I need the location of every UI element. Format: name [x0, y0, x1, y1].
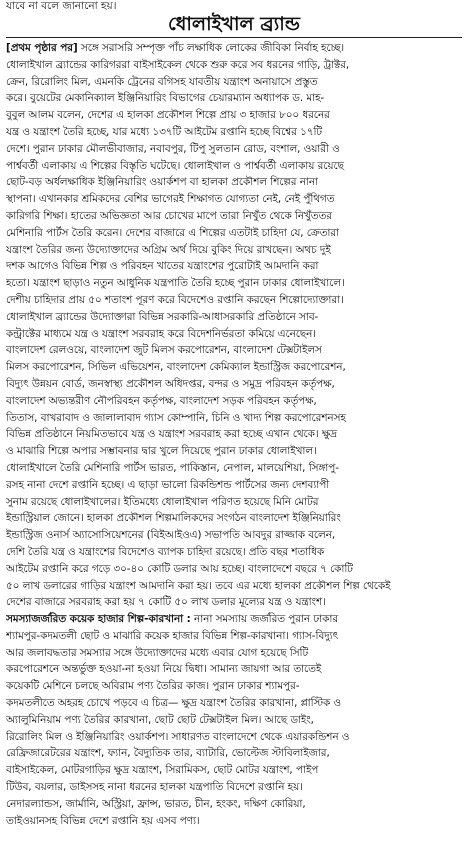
- text-line: [6, 745, 462, 762]
- line-text: তাইওয়ানসহ বিভিন্ন দেশে রপ্তানি হয় এসব পণ্য।: [6, 814, 200, 827]
- line-text: কন্ট্রাক্টের মাধ্যমে যন্ত্র ও যন্ত্রাংশ সরবরাহ করে বিদেশনির্ভরতা কমিয়ে এনেছেন।: [6, 327, 316, 340]
- line-text: করে। বুয়েটের মেকানিক্যাল ইঞ্জিনিয়ারিং বিভাগের চেয়ারম্যান অধ্যাপক ড. মাহ-: [6, 92, 325, 105]
- line-text: দেশি তৈরি যন্ত্র ও যন্ত্রাংশের বিদেশেও ব্যাপক চাহিদা রয়েছে। প্রতি বছর শতাধিক: [6, 545, 325, 558]
- text-line: [6, 174, 462, 191]
- article-headline: ধোলাইখাল ব্র্যান্ড: [168, 13, 300, 35]
- line-text: রিরোলিং মিল ও ইঞ্জিনিয়ারিং ওয়ার্কশপ। সাধারণত বাংলাদেশে থেকে এয়ারকন্ডিশন ও: [6, 730, 350, 743]
- text-line: [6, 309, 462, 326]
- headline-divider: [6, 37, 462, 38]
- text-line: [6, 779, 462, 796]
- line-text: বাংলাদেশ অভ্যন্তরীণ নৌপরিবহন কর্তৃপক্ষ, বাংলাদেশ সড়ক পরিবহন কর্তৃপক্ষ,: [6, 394, 317, 407]
- line-text: কারিগরি শিক্ষা। হাতের অভিজ্ঞতা আর চোখের মাপে তারা নিখুঁত থেকে নিখুঁততর: [6, 209, 332, 222]
- line-text: শ্যামপুর-কদমতলী ছোট ও মাঝারি কয়েক হাজার বিভিন্ন শিল্প-কারখানা। গ্যাস-বিদ্যুৎ: [6, 629, 339, 642]
- text-line: [6, 107, 462, 124]
- line-text: রসহ নানা দেশে রপ্তানি হচ্ছে। এ ছাড়া ভালো রিকন্ডিশন্ড পার্টসের জন্য দেশব্যাপী: [6, 478, 330, 491]
- line-text: কদমতলীতে অহরহ চোখে পড়বে এ চিত্র— ক্ষুদ্র যন্ত্রাংশ তৈরির কারখানা, প্লাস্টিক ও: [6, 697, 342, 710]
- text-line: [6, 275, 462, 292]
- line-text: বাইসাইকেল, মোটরগাড়ির ক্ষুদ্র যন্ত্রাংশ, সিরামিকস, ছোট মোটর যন্ত্রাংশ, পাইপ: [6, 764, 319, 777]
- previous-article-fragment: যাবে না বলে জানানো হয়।: [6, 0, 117, 12]
- text-line: [6, 359, 462, 376]
- line-text: কয়েকটি মেশিনে চলছে অবিরাম পণ্য তৈরির কাজ। পুরান ঢাকার শ্যামপুর-: [6, 680, 300, 693]
- text-line: [6, 208, 462, 225]
- text-line: [6, 57, 462, 74]
- text-line: [6, 561, 462, 578]
- text-line: [6, 90, 462, 107]
- text-line: [6, 410, 462, 427]
- line-text: ধোলাইখাল ব্র্যান্ডের কারিগররা বাইসাইকেল থেকে শুরু করে সব ধরনের গাড়ি, ট্রাক্টর,: [6, 58, 350, 71]
- line-text: আইটেম রপ্তানি করে গড়ে ৩০-৪০ কোটি ডলার আয় হচ্ছে। বাংলাদেশে বছরে ৭ কোটি: [6, 562, 353, 575]
- text-line: [6, 141, 462, 158]
- text-line: [6, 729, 462, 746]
- paragraph-continuation: [6, 40, 462, 611]
- line-text: মেশিনারি পার্টস তৈরি করেন। দেশের বাজারে এ শিল্পের এতটাই চাহিদা যে, ক্রেতারা: [6, 226, 339, 239]
- line-text: ইন্ডাস্ট্রিজ ওনার্স অ্যাসোসিয়েশনের (বিইআইওএ) সভাপতি আবদুর রাজ্জাক বলেন,: [6, 529, 336, 542]
- text-line: [6, 443, 462, 460]
- text-line: [6, 225, 462, 242]
- line-text: ছোট-বড় অর্ধলক্ষাধিক ইঞ্জিনিয়ারিং ওয়ার্কশপ বা হালকা প্রকৌশল শিল্পের নানা: [6, 176, 318, 189]
- text-line: [6, 40, 462, 57]
- line-text: তিতাস, বাখরাবাদ ও জালালাবাদ গ্যাস কোম্পানি, চিনি ও খাদ্য শিল্প করপোরেশনসহ: [6, 411, 346, 424]
- line-text: বাংলাদেশ রেলওয়ে, বাংলাদেশ জুট মিলস করপোরেশন, বাংলাদেশ টেক্সটাইলস: [6, 344, 322, 357]
- text-line: [6, 611, 462, 628]
- text-line: [6, 376, 462, 393]
- line-text: ধোলাইখাল ব্র্যান্ডের উদ্যোক্তারা বিভিন্ন সরকারি-আধাসরকারি প্রতিষ্ঠানে সাব-: [6, 310, 319, 323]
- text-line: [6, 258, 462, 275]
- line-text: দেশে। পুরান ঢাকার মৌলভীবাজার, নবাবপুর, টিপু সুলতান রোড, বংশাল, ওয়ারী ও: [6, 142, 340, 155]
- line-text: স্থাপনা। এখানকার শ্রমিকদের বেশির ভাগেরই শিক্ষাগত যোগ্যতা নেই, নেই পুঁথিগত: [6, 193, 335, 206]
- text-line: [6, 813, 462, 830]
- line-text: ক্রেন, রিরোলিং মিল, এমনকি ট্রেনের বগিসহ যাবতীয় যন্ত্রাংশ অনায়াসে প্রস্তুত: [6, 75, 318, 88]
- line-text: বিভিন্ন প্রতিষ্ঠানে নিয়মিতভাবে যন্ত্র ও যন্ত্রাংশ সরবরাহ করা হচ্ছে এখান থেকে। ক্ষুদ্র: [6, 428, 338, 441]
- article-body: [6, 40, 462, 829]
- text-line: [6, 494, 462, 511]
- text-line: [6, 762, 462, 779]
- line-text: যন্ত্রাংশ তৈরির জন্য উদ্যোক্তাদের অগ্রিম অর্থ দিয়ে বুকিং দিয়ে রাখছেন। অথচ দুই: [6, 243, 331, 256]
- text-line: [6, 594, 462, 611]
- line-text: দেশের বাজারে সরবরাহ করা হয় ৭ কোটি ৫০ লাখ ডলার মূল্যের যন্ত্র ও যন্ত্রাংশ।: [6, 596, 326, 609]
- line-text: বিদ্যুৎ উন্নয়ন বোর্ড, জনস্বাস্থ্য প্রকৌশল অধিদপ্তর, বন্দর ও সমুদ্র পরিবহন কর্তৃপক্ষ,: [6, 377, 335, 390]
- line-text: হতো। যন্ত্রাংশ ছাড়াও নতুন আধুনিক যন্ত্রপাতি তৈরি হচ্ছে পুরান ঢাকার ধোলাইখালে।: [6, 277, 345, 290]
- line-text: টিউব, বয়লার, ডাইসসহ নানা ধরনের হালকা যন্ত্রপাতি বিদেশে রপ্তানি হয়।: [6, 781, 303, 794]
- line-text: যন্ত্র ও যন্ত্রাংশ তৈরি হচ্ছে, যার মধ্যে ১৩৭টি আইটেম রপ্তানি হচ্ছে বিশ্বের ১৭টি: [6, 125, 323, 138]
- text-line: [6, 124, 462, 141]
- text-line: [6, 527, 462, 544]
- text-line: [6, 477, 462, 494]
- text-line: [6, 292, 462, 309]
- line-text: সঙ্গে সরাসরি সম্পৃক্ত পাঁচ লক্ষাধিক লোকের জীবিকা নির্বাহ হচ্ছে।: [77, 42, 344, 54]
- paragraph-industries: [6, 611, 462, 829]
- line-text: ধোলাইখালে তৈরি মেশিনারি পার্টস ভারত, পাকিস্তান, নেপাল, মালয়েশিয়া, সিঙ্গাপু-: [6, 461, 339, 474]
- text-line: [6, 695, 462, 712]
- text-line: [6, 158, 462, 175]
- line-text: ইন্ডাস্ট্রিয়াল জোনে। হালকা প্রকৌশল শিল্পমালিকদের সংগঠন বাংলাদেশ ইঞ্জিনিয়ারিং: [6, 512, 341, 525]
- paragraph-lead: সমস্যাজর্জরিত কয়েক হাজার শিল্প-কারখানা :: [6, 613, 191, 626]
- text-line: [6, 645, 462, 662]
- text-line: [6, 242, 462, 259]
- line-text: বুবুল আলম বলেন, দেশের এ হালকা প্রকৌশল শিল্পে প্রায় ৩ হাজার ৮০০ ধরনের: [6, 109, 330, 122]
- text-line: [6, 661, 462, 678]
- text-line: [6, 191, 462, 208]
- text-line: [6, 544, 462, 561]
- text-line: [6, 578, 462, 595]
- text-line: [6, 460, 462, 477]
- text-line: [6, 712, 462, 729]
- line-text: নানা সমস্যায় জর্জরিত পুরান ঢাকার: [190, 613, 338, 626]
- line-text: ৫০ লাখ ডলারের গাড়ির যন্ত্রাংশ আমদানি করা হয়। তবে এর মধ্যে হালকা প্রকৌশল শিল্প থেকেই: [6, 579, 391, 592]
- text-line: [6, 678, 462, 695]
- text-line: [6, 326, 462, 343]
- line-text: দেশীয় চাহিদার প্রায় ৫০ শতাংশ পূরণ করে বিদেশেও রপ্তানি করছেন শিল্পোদ্যোক্তারা।: [6, 293, 344, 306]
- text-line: [6, 426, 462, 443]
- text-line: [6, 393, 462, 410]
- text-line: [6, 342, 462, 359]
- text-line: [6, 74, 462, 91]
- line-text: মিলস করপোরেশন, সিভিল এভিয়েশন, বাংলাদেশ কেমিক্যাল ইন্ডাস্ট্রিজ করপোরেশন,: [6, 361, 346, 374]
- line-text: ও মাঝারি শিল্পে অপার সম্ভাবনার দ্বার খুলে দিয়েছে পুরান ঢাকার ধোলাইখাল।: [6, 445, 317, 458]
- line-text: করপোরেশনে অন্তর্ভুক্ত হওয়া-না হওয়া নিয়ে দ্বিধা। সামান্য জায়গা আর তাতেই: [6, 663, 322, 676]
- line-text: রেফ্রিজারেটরের যন্ত্রাংশ, ফ্যান, বৈদ্যুতিক তার, ব্যাটারি, ভোল্টেজ স্টাবিলাইজার,: [6, 747, 330, 760]
- line-text: সুনাম রয়েছে ধোলাইখালের। ইতিমধ্যে ধোলাইখাল পরিণত হয়েছে মিনি মোটর: [6, 495, 319, 508]
- line-text: আর জলাবদ্ধতার সমস্যার সঙ্গে উদ্যোক্তাদের মধ্যে এবার যোগ হয়েছে সিটি: [6, 646, 309, 659]
- text-line: [6, 796, 462, 813]
- text-line: [6, 628, 462, 645]
- paragraph-lead: [প্রথম পৃষ্ঠার পর]: [6, 42, 78, 54]
- line-text: নেদারল্যান্ডস, জার্মানি, অস্ট্রিয়া, ফ্রান্স, ভারত, চীন, হংকং, দক্ষিণ কোরিয়া,: [6, 797, 306, 810]
- text-line: [6, 510, 462, 527]
- line-text: দশক আগেও বিভিন্ন শিল্প ও পরিবহন খাতের যন্ত্রাংশের পুরোটাই আমদানি করা: [6, 260, 319, 273]
- line-text: পার্শ্ববর্তী এলাকায় এ শিল্পের বিস্তৃতি ঘটেছে। ধোলাইখাল ও পার্শ্ববর্তী এলাকায় রয়েছে: [6, 159, 344, 172]
- line-text: অ্যালুমিনিয়াম পণ্য তৈরির কারখানা, ছোট ছোট টেক্সটাইল মিল। আছে ডাইং,: [6, 713, 314, 726]
